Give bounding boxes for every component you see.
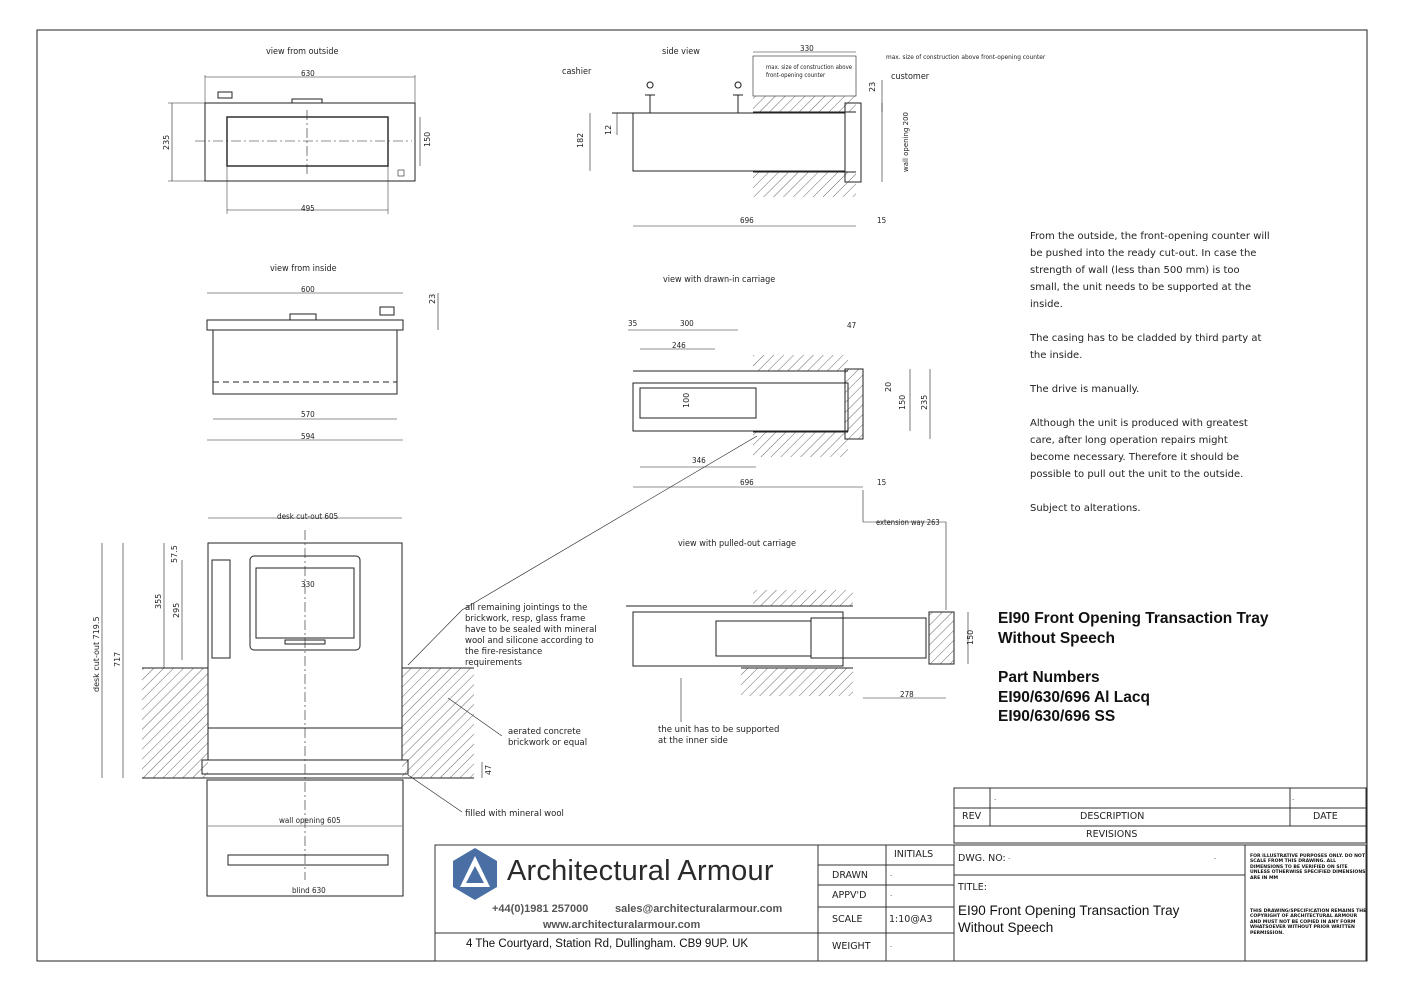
dim-150: 150 xyxy=(423,131,432,147)
revisions-label: REVISIONS xyxy=(1086,829,1138,840)
appvd-dot: . xyxy=(890,890,893,898)
dim-150-drawn: 150 xyxy=(898,394,907,410)
dim-15-drawn: 15 xyxy=(877,478,887,487)
view-title-drawn-in: view with drawn-in carriage xyxy=(663,275,776,285)
drawing-title xyxy=(958,902,1179,936)
view-title-side: side view xyxy=(662,47,700,57)
dim-278: 278 xyxy=(900,690,914,699)
dim-696-drawn: 696 xyxy=(740,478,754,487)
description-para: From the outside, the front-opening counter will be pushed into the ready cut-out. In case the strength of wall (less than 500 mm) is too small, the unit needs to be supported at the inside. xyxy=(1030,231,1270,310)
dim-extension: extension way 263 xyxy=(876,518,940,527)
dim-246: 246 xyxy=(672,341,686,350)
disclaimer-illustrative: FOR ILLUSTRATIVE PURPOSES ONLY. DO NOT SCALE FROM THIS DRAWING. ALL DIMENSIONS TO BE VERIFIED ON SITE UNLESS OTHERWISE SPECIFIED DIMENSIONS ARE IN MM xyxy=(1250,854,1366,881)
dim-330: 330 xyxy=(800,44,814,53)
dim-330-front: 330 xyxy=(301,580,315,589)
dwg-no-label: DWG. NO: xyxy=(958,853,1006,864)
dim-295: 295 xyxy=(172,602,181,618)
dim-355: 355 xyxy=(154,593,163,609)
company-website: www.architecturalarmour.com xyxy=(543,919,701,931)
company-address: 4 The Courtyard, Station Rd, Dullingham. CB9 9UP. UK xyxy=(466,938,749,950)
scale-value: 1:10@A3 xyxy=(889,914,933,925)
dim-495: 495 xyxy=(301,204,315,213)
company-email: sales@architecturalarmour.com xyxy=(615,903,783,915)
description-para: Although the unit is produced with greatest care, after long operation repairs might become necessary. Therefore it should be possible to pull out the unit to the outside. xyxy=(1030,418,1248,480)
description-para: The casing has to be cladded by third party at the inside. xyxy=(1030,333,1262,361)
dim-blind-630: blind 630 xyxy=(292,886,326,895)
outside-view xyxy=(168,75,420,214)
dim-desk-cut-719: desk cut-out 719.5 xyxy=(92,616,101,692)
appvd-label: APPV'D xyxy=(832,890,867,901)
dim-235: 235 xyxy=(162,134,171,150)
dim-235-drawn: 235 xyxy=(920,394,929,410)
dim-346: 346 xyxy=(692,456,706,465)
drawing-title-line2: Without Speech xyxy=(958,920,1054,935)
company-name: Architectural Armour xyxy=(507,855,774,887)
inside-view xyxy=(207,293,438,440)
dim-20: 20 xyxy=(884,381,893,392)
max-construction-box-label: max. size of construction above front-opening counter xyxy=(766,64,853,79)
dim-15-side: 15 xyxy=(877,216,887,225)
dim-594: 594 xyxy=(301,432,315,441)
dim-570: 570 xyxy=(301,410,315,419)
dim-47-front: 47 xyxy=(484,764,493,775)
view-title-inside: view from inside xyxy=(270,264,337,274)
disclaimer-copyright: THIS DRAWING/SPECIFICATION REMAINS THE COPYRIGHT OF ARCHITECTURAL ARMOUR AND MUST NOT BE COPIED IN ANY FORM WHATSOEVER WITHOUT PRIOR WRITTEN PERMISSION. xyxy=(1250,909,1367,936)
company-logo xyxy=(453,848,497,900)
rev-dot-2: . xyxy=(1292,794,1295,802)
dim-630: 630 xyxy=(301,69,315,78)
part-number-1: EI90/630/696 Al Lacq xyxy=(998,689,1150,706)
weight-dot: . xyxy=(890,941,893,949)
dim-600: 600 xyxy=(301,285,315,294)
description-text xyxy=(1030,228,1270,534)
part-numbers-label: Part Numbers xyxy=(998,669,1100,686)
view-title-outside: view from outside xyxy=(266,47,339,57)
dim-300: 300 xyxy=(680,319,694,328)
date-header: DATE xyxy=(1313,811,1338,822)
title-label: TITLE: xyxy=(958,882,987,893)
description-para: The drive is manually. xyxy=(1030,384,1140,395)
scale-label: SCALE xyxy=(832,914,863,925)
dim-23-side: 23 xyxy=(868,81,877,92)
dim-57-5: 57.5 xyxy=(170,545,179,563)
weight-label: WEIGHT xyxy=(832,941,871,952)
dim-100: 100 xyxy=(682,392,691,408)
note-jointings: all remaining jointings to the brickwork, resp, glass frame have to be sealed with mineral wool and silicone according to the fire-resistance requirements xyxy=(465,603,597,668)
dim-150-pulled: 150 xyxy=(966,629,975,645)
dim-717: 717 xyxy=(113,651,122,667)
drawn-dot: . xyxy=(890,870,893,878)
company-phone: +44(0)1981 257000 xyxy=(492,903,589,915)
part-number-2: EI90/630/696 SS xyxy=(998,708,1116,725)
dim-47-drawn: 47 xyxy=(847,321,857,330)
note-mineral-wool: filled with mineral wool xyxy=(465,809,564,819)
customer-label: customer xyxy=(891,72,930,82)
dim-35: 35 xyxy=(628,319,638,328)
product-title-line2: Without Speech xyxy=(998,630,1115,647)
dwg-no-dot-2: . xyxy=(1214,853,1217,861)
description-header: DESCRIPTION xyxy=(1080,811,1145,822)
dim-696-side: 696 xyxy=(740,216,754,225)
front-section-view xyxy=(102,518,482,896)
cashier-label: cashier xyxy=(562,67,592,77)
note-support: the unit has to be supported at the inner side xyxy=(658,725,780,746)
dwg-no-dot: . xyxy=(1008,853,1011,861)
rev-header: REV xyxy=(962,811,982,822)
dim-desk-cut: desk cut-out 605 xyxy=(277,512,339,521)
view-title-pulled-out: view with pulled-out carriage xyxy=(678,539,797,549)
drawn-label: DRAWN xyxy=(832,870,869,881)
max-construction-note: max. size of construction above front-opening counter xyxy=(886,53,1046,61)
rev-dot-1: . xyxy=(994,794,997,802)
drawn-in-view xyxy=(628,330,946,610)
description-para: Subject to alterations. xyxy=(1030,503,1141,514)
wall-opening-label: wall opening 200 xyxy=(902,111,910,172)
dim-182: 182 xyxy=(576,132,585,148)
pulled-out-view xyxy=(626,590,968,722)
product-title-line1: EI90 Front Opening Transaction Tray xyxy=(998,610,1269,627)
dim-12: 12 xyxy=(604,124,613,135)
dim-23-inside: 23 xyxy=(428,293,437,304)
dim-wall-605: wall opening 605 xyxy=(279,816,341,825)
note-aerated-concrete: aerated concrete brickwork or equal xyxy=(508,727,588,748)
initials-label: INITIALS xyxy=(894,849,934,860)
drawing-title-line1: EI90 Front Opening Transaction Tray xyxy=(958,903,1180,918)
